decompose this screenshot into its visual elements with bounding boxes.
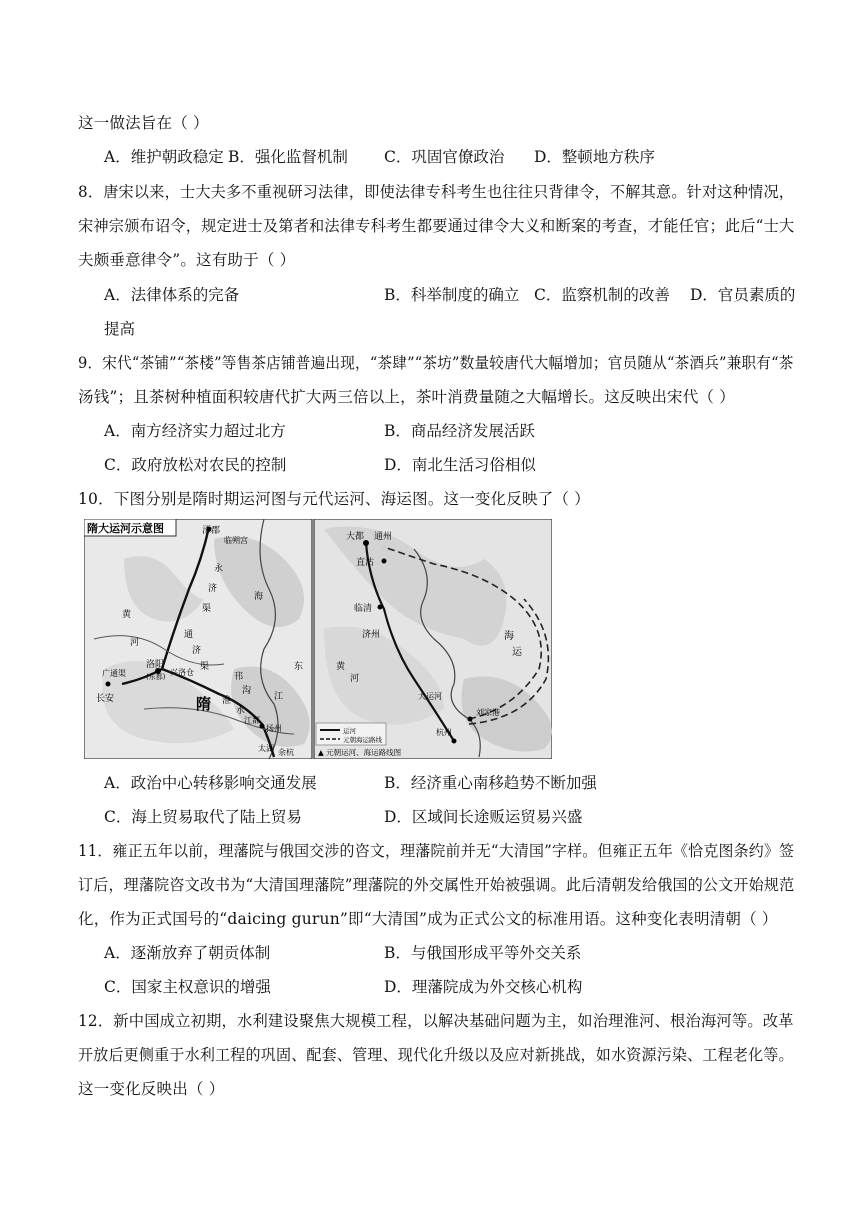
- sui-label-shui: 水: [236, 706, 246, 716]
- q12-stem-line-1: 12．新中国成立初期，水利建设聚焦大规模工程，以解决基础问题为主，如治理淮河、根治海河等。改革: [78, 1012, 794, 1030]
- sui-label-huang: 黄: [122, 610, 132, 620]
- q9-option-d[interactable]: D．南北生活习俗相似: [384, 456, 536, 474]
- yuan-label-hangzhou: 杭州: [436, 728, 452, 737]
- q7-option-c[interactable]: C．巩固官僚政治: [384, 148, 505, 166]
- sui-label-yangzhou: 扬州: [266, 724, 282, 733]
- canal-maps-svg: [84, 519, 552, 759]
- yuan-map-caption: ▲ 元朝运河、海运路线图: [318, 748, 402, 757]
- sui-label-qu: 渠: [202, 604, 212, 614]
- sui-label-changan: 长安: [96, 694, 115, 704]
- q9-option-c[interactable]: C．政府放松对农民的控制: [104, 456, 287, 474]
- sui-label-hai: 海: [254, 592, 264, 602]
- sui-label-xingluocang: 兴洛仓: [170, 668, 194, 677]
- q8-option-c[interactable]: C．监察机制的改善: [534, 286, 670, 304]
- q8-option-d-wrap: 提高: [104, 320, 136, 338]
- sui-label-yong: 永: [214, 564, 224, 574]
- yuan-label-jizhou: 济州: [362, 630, 381, 640]
- yuan-label-huang: 黄: [336, 662, 346, 672]
- q11-option-b[interactable]: B．与俄国形成平等外交关系: [384, 944, 582, 962]
- sui-label-dongdu: (东都): [146, 673, 166, 681]
- q11-stem-line-2: 订后，理藩院咨文改书为“大清国理藩院”理藩院的外交属性开始被强调。此后清朝发给俄国的公文开始规范: [78, 876, 795, 894]
- sui-label-huai: 淮: [222, 696, 232, 706]
- q9-stem-line-1: 9．宋代“茶铺”“茶楼”等售茶店铺普遍出现，“茶肆”“茶坊”数量较唐代大幅增加；官员随从“茶酒兵”兼职有“茶: [78, 354, 794, 372]
- sui-label-dong: 东: [294, 662, 304, 672]
- q12-stem-line-3: 这一变化反映出（ ）: [78, 1080, 225, 1098]
- q7-option-a[interactable]: A．维护朝政稳定: [104, 148, 224, 166]
- yuan-label-dadu: 大都: [346, 532, 365, 542]
- yuan-canal-map: [314, 519, 552, 759]
- q7-option-b[interactable]: B．强化监督机制: [228, 148, 348, 166]
- sui-label-taihu: 太湖: [258, 744, 274, 753]
- canal-maps-figure: [84, 519, 552, 759]
- q11-option-a[interactable]: A．逐渐放弃了朝贡体制: [104, 944, 271, 962]
- q9-stem-line-2: 汤钱”；且茶树种植面积较唐代扩大两三倍以上，茶叶消费量随之大幅增长。这反映出宋代（ ）: [78, 388, 735, 406]
- sui-label-han: 邗: [234, 672, 244, 682]
- q12-stem-line-2: 开放后更侧重于水利工程的巩固、配套、管理、现代化升级以及应对新挑战，如水资源污染、工程老化等。: [78, 1046, 794, 1064]
- sui-label-gou: 沟: [242, 686, 252, 696]
- legend-canal: 运河: [343, 727, 356, 735]
- q10-option-d[interactable]: D．区域间长途贩运贸易兴盛: [384, 808, 583, 826]
- sui-label-sui: 隋: [196, 695, 212, 713]
- q11-option-c[interactable]: C．国家主权意识的增强: [104, 978, 271, 996]
- sui-label-zhuojun: 涿郡: [202, 526, 221, 536]
- sui-label-jiangdu: 江都: [244, 716, 260, 725]
- yuan-label-dayunhe: 大运河: [418, 692, 442, 701]
- yuan-label-yun: 运: [512, 647, 522, 658]
- legend-sea-route: 元朝海运路线: [343, 736, 382, 744]
- q7-stem-tail: 这一做法旨在（ ）: [78, 114, 209, 132]
- q10-option-a[interactable]: A．政治中心转移影响交通发展: [104, 774, 317, 792]
- sui-label-ji2: 济: [192, 646, 202, 656]
- q9-option-a[interactable]: A．南方经济实力超过北方: [104, 422, 286, 440]
- yuan-label-he: 河: [350, 674, 360, 684]
- sui-label-yuhang: 余杭: [278, 748, 294, 757]
- sui-map-title: 隋大运河示意图: [87, 522, 164, 535]
- sui-label-tong: 通: [184, 630, 194, 640]
- yuan-label-linqing: 临清: [354, 604, 373, 614]
- sui-label-luoyang: 洛阳: [146, 660, 165, 670]
- q8-option-a[interactable]: A．法律体系的完备: [104, 286, 240, 304]
- q11-stem-line-1: 11．雍正五年以前，理藩院与俄国交涉的咨文，理藩院前并无“大清国”字样。但雍正五年《恰克图条约》签: [78, 842, 795, 860]
- sui-label-linshuogong: 临朔宫: [224, 536, 248, 545]
- q8-stem-line-1: 8．唐宋以来，士大夫多不重视研习法律，即使法律专科考生也往往只背律令，不解其意。针对这种情况，: [78, 183, 795, 201]
- sui-label-ji: 济: [208, 584, 218, 594]
- sui-canal-map: [84, 519, 312, 759]
- sui-label-he: 河: [130, 638, 140, 648]
- yuan-label-zhigu: 直沽: [356, 558, 375, 568]
- q8-option-b[interactable]: B．科举制度的确立: [384, 286, 520, 304]
- q8-stem-line-3: 夫颇垂意律令”。这有助于（ ）: [78, 251, 296, 269]
- sui-label-qu2: 渠: [200, 662, 210, 672]
- q10-option-b[interactable]: B．经济重心南移趋势不断加强: [384, 774, 597, 792]
- q11-stem-line-3: 化，作为正式国号的“daicing gurun”即“大清国”成为正式公文的标准用语。这种变化表明清朝（ ）: [78, 910, 778, 928]
- q7-option-d[interactable]: D．整顿地方秩序: [534, 148, 655, 166]
- sui-label-jiang: 江: [274, 692, 284, 702]
- q11-option-d[interactable]: D．理藩院成为外交核心机构: [384, 978, 583, 996]
- sui-label-guangtongqu: 广通渠: [102, 669, 126, 678]
- yuan-label-hai: 海: [504, 631, 514, 642]
- q10-option-c[interactable]: C．海上贸易取代了陆上贸易: [104, 808, 302, 826]
- q8-stem-line-2: 宋神宗颁布诏令，规定进士及第者和法律专科考生都要通过律令大义和断案的考查，才能任官；此后“士大: [78, 217, 795, 235]
- q8-option-d[interactable]: D．官员素质的: [690, 286, 796, 304]
- q9-option-b[interactable]: B．商品经济发展活跃: [384, 422, 535, 440]
- yuan-label-tongzhou: 通州: [374, 532, 393, 542]
- yuan-label-liujiagang: 刘家港: [476, 708, 500, 717]
- q10-stem-line-1: 10．下图分别是隋时期运河图与元代运河、海运图。这一变化反映了（ ）: [78, 490, 590, 508]
